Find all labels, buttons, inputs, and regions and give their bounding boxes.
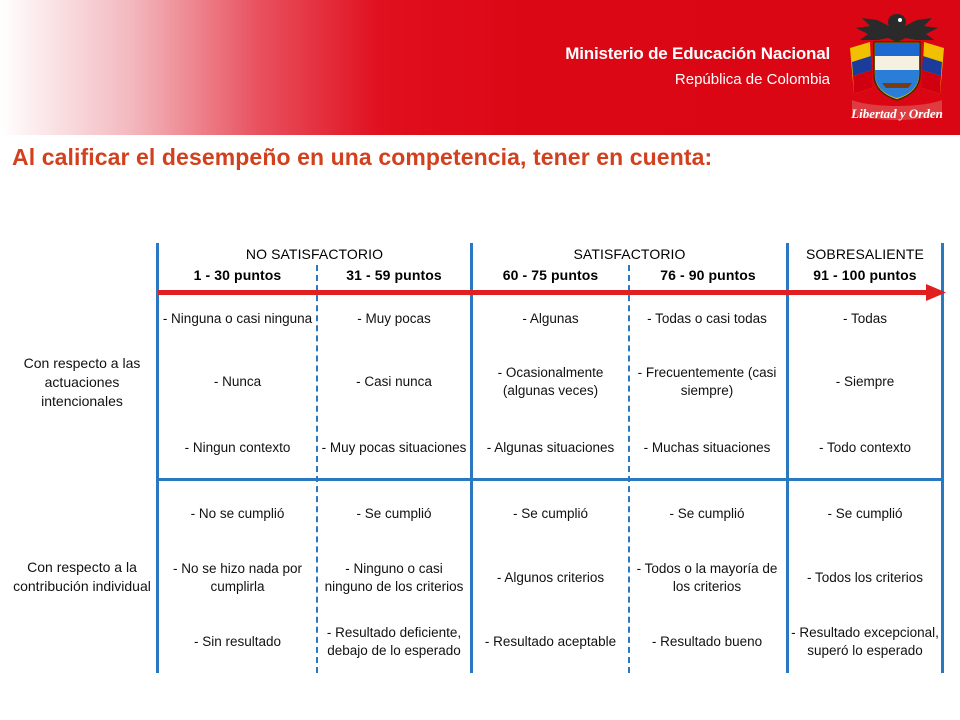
table-cell: - Resultado aceptable xyxy=(484,634,617,649)
group-header: NO SATISFACTORIO xyxy=(245,246,384,262)
range-header: 1 - 30 puntos xyxy=(193,267,282,283)
table-cell: - Resultado bueno xyxy=(651,634,763,649)
range-header: 76 - 90 puntos xyxy=(660,267,756,283)
table-cell: - Ninguno o casi ninguno de los criterios xyxy=(324,561,464,594)
motto-text: Libertad y Orden xyxy=(851,106,943,121)
ministry-name: Ministerio de Educación Nacional xyxy=(565,44,830,63)
table-cell: - No se hizo nada por cumplirla xyxy=(172,561,303,594)
table-left-rule xyxy=(156,243,159,673)
table-cell: - Algunas situaciones xyxy=(486,440,615,455)
table-cell: - Todos los criterios xyxy=(806,570,924,585)
republic-name: República de Colombia xyxy=(674,71,830,88)
header-banner xyxy=(0,0,960,135)
table-cell: - Se cumplió xyxy=(669,506,745,521)
page-title: Al calificar el desempeño en una competencia, tener en cuenta: xyxy=(12,144,713,170)
table-cell: - Sin resultado xyxy=(193,634,282,649)
table-right-rule xyxy=(941,243,944,673)
table-cell: - Muchas situaciones xyxy=(643,440,771,455)
table-cell: - Nunca xyxy=(213,374,262,389)
group-divider-rule xyxy=(470,243,473,673)
table-cell: - Todo contexto xyxy=(818,440,912,455)
range-header: 31 - 59 puntos xyxy=(346,267,442,283)
table-cell: - Frecuentemente (casi siempre) xyxy=(637,365,777,398)
table-cell: - Casi nunca xyxy=(356,374,432,389)
table-cell: - Se cumplió xyxy=(512,506,589,521)
table-cell: - Se cumplió xyxy=(356,506,432,521)
table-cell: - Siempre xyxy=(835,374,895,389)
table-cell: - Se cumplió xyxy=(827,506,903,521)
table-cell: - Todas xyxy=(842,311,888,326)
table-cell: - Resultado excepcional, superó lo esperado xyxy=(791,625,939,658)
table-cell: - Resultado deficiente, debajo de lo esperado xyxy=(326,625,462,658)
table-cell: - Algunas xyxy=(522,311,579,326)
group-header: SOBRESALIENTE xyxy=(805,246,924,262)
table-cell: - Ninguna o casi ninguna xyxy=(162,311,313,326)
table-cell: - Ocasionalmente (algunas veces) xyxy=(497,365,604,398)
table-cell: - Todas o casi todas xyxy=(647,311,767,326)
coat-of-arms-icon xyxy=(842,8,952,130)
table-cell: - No se cumplió xyxy=(190,506,285,521)
range-header: 60 - 75 puntos xyxy=(502,267,599,283)
table-cell: - Algunos criterios xyxy=(496,570,605,585)
section-label: Con respecto a las actuaciones intencionales xyxy=(23,354,141,409)
section-label: Con respecto a la contribución individual xyxy=(13,559,151,594)
group-divider-rule xyxy=(786,243,789,673)
range-divider-dashed xyxy=(316,265,318,673)
table-cell: - Todos o la mayoría de los criterios xyxy=(636,561,778,594)
table-cell: - Muy pocas xyxy=(357,311,431,326)
table-cell: - Muy pocas situaciones xyxy=(321,440,467,455)
range-header: 91 - 100 puntos xyxy=(813,267,917,283)
section-divider-rule xyxy=(156,478,944,481)
group-header: SATISFACTORIO xyxy=(573,246,686,262)
table-cell: - Ningun contexto xyxy=(184,440,291,455)
